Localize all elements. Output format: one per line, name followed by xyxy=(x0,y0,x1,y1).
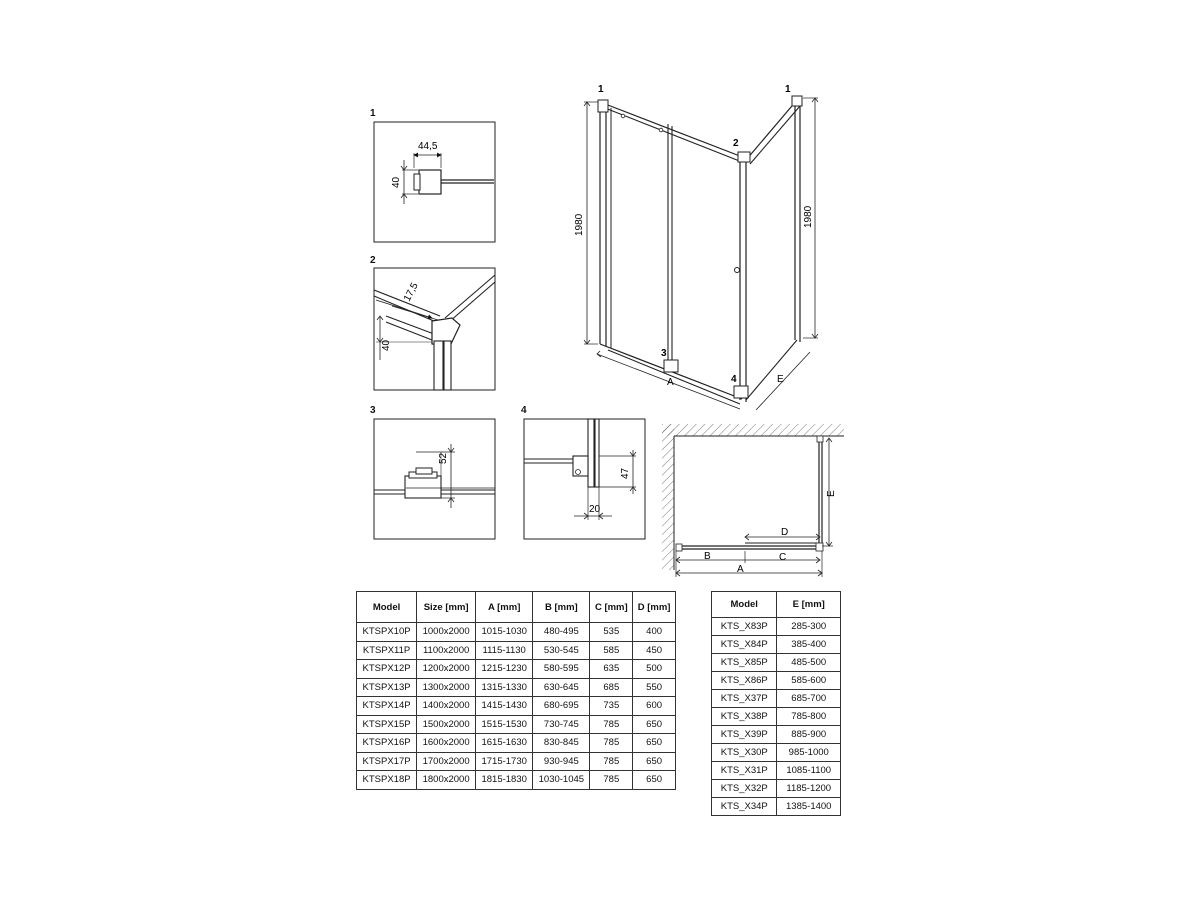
table-cell: 385-400 xyxy=(777,636,841,654)
table-cell: KTS_X84P xyxy=(712,636,777,654)
plan-dim-c: C xyxy=(779,552,787,563)
col-header: Model xyxy=(712,592,777,618)
table-cell: 1515-1530 xyxy=(476,715,533,734)
table-cell: 400 xyxy=(633,623,676,642)
table-row xyxy=(357,697,676,716)
table-cell: KTSPX13P xyxy=(357,678,417,697)
table-cell: 1715-1730 xyxy=(476,752,533,771)
detail-2 xyxy=(374,268,495,390)
col-header: A [mm] xyxy=(476,592,533,623)
table-row xyxy=(357,623,676,642)
table-row xyxy=(357,715,676,734)
detail-1-label: 1 xyxy=(370,108,376,119)
col-header: Model xyxy=(357,592,417,623)
table-cell: 680-695 xyxy=(533,697,590,716)
plan-dim-e: E xyxy=(826,490,837,497)
table-cell: 1215-1230 xyxy=(476,660,533,679)
table-cell: 1115-1130 xyxy=(476,641,533,660)
iso-marker-4: 4 xyxy=(731,374,737,385)
table-cell: 1400x2000 xyxy=(417,697,476,716)
table-cell: 785 xyxy=(590,715,633,734)
table-row xyxy=(712,672,841,690)
table-cell: KTSPX14P xyxy=(357,697,417,716)
table-cell: 735 xyxy=(590,697,633,716)
table-cell: KTS_X83P xyxy=(712,618,777,636)
iso-height-left: 1980 xyxy=(574,213,585,236)
table-cell: 600 xyxy=(633,697,676,716)
table-cell: 1100x2000 xyxy=(417,641,476,660)
table-cell: 1030-1045 xyxy=(533,771,590,790)
table-row xyxy=(712,708,841,726)
models-size-table xyxy=(356,591,676,790)
table-cell: 485-500 xyxy=(777,654,841,672)
table-row xyxy=(712,744,841,762)
table-cell: 785-800 xyxy=(777,708,841,726)
table-cell: 785 xyxy=(590,752,633,771)
table-row xyxy=(357,660,676,679)
table-cell: 630-645 xyxy=(533,678,590,697)
table-row xyxy=(712,798,841,816)
table-cell: KTS_X86P xyxy=(712,672,777,690)
table-cell: 1300x2000 xyxy=(417,678,476,697)
table-cell: 1315-1330 xyxy=(476,678,533,697)
plan-dim-b: B xyxy=(704,551,711,562)
table-cell: KTSPX11P xyxy=(357,641,417,660)
table-cell: 1500x2000 xyxy=(417,715,476,734)
table-row xyxy=(712,618,841,636)
table-row xyxy=(357,678,676,697)
detail-2-width: 17,5 xyxy=(401,281,421,304)
table-cell: 650 xyxy=(633,715,676,734)
table-row xyxy=(357,752,676,771)
plan-dim-a: A xyxy=(737,564,744,575)
table-cell: KTS_X34P xyxy=(712,798,777,816)
table-header-row xyxy=(712,592,841,618)
table-cell: 580-595 xyxy=(533,660,590,679)
table-row xyxy=(712,780,841,798)
detail-4-label: 4 xyxy=(521,405,527,416)
iso-marker-1b: 1 xyxy=(785,84,791,95)
table-cell: 635 xyxy=(590,660,633,679)
detail-3 xyxy=(374,419,495,539)
table-cell: 480-495 xyxy=(533,623,590,642)
iso-height-right: 1980 xyxy=(803,205,814,228)
detail-1-width: 44,5 xyxy=(418,141,438,152)
iso-marker-2: 2 xyxy=(733,138,739,149)
table-cell: 985-1000 xyxy=(777,744,841,762)
table-cell: 1415-1430 xyxy=(476,697,533,716)
table-cell: 1615-1630 xyxy=(476,734,533,753)
table-cell: 1600x2000 xyxy=(417,734,476,753)
table-cell: 1800x2000 xyxy=(417,771,476,790)
table-cell: 1085-1100 xyxy=(777,762,841,780)
table-cell: 785 xyxy=(590,734,633,753)
table-row xyxy=(357,771,676,790)
table-cell: 830-845 xyxy=(533,734,590,753)
table-cell: KTSPX10P xyxy=(357,623,417,642)
table-cell: 1385-1400 xyxy=(777,798,841,816)
col-header: B [mm] xyxy=(533,592,590,623)
table-cell: 1015-1030 xyxy=(476,623,533,642)
table-cell: KTSPX15P xyxy=(357,715,417,734)
iso-marker-3: 3 xyxy=(661,348,667,359)
table-row xyxy=(712,690,841,708)
plan-dim-d: D xyxy=(781,527,789,538)
table-cell: 785 xyxy=(590,771,633,790)
table-cell: KTSPX17P xyxy=(357,752,417,771)
table-cell: KTS_X30P xyxy=(712,744,777,762)
table-cell: 530-545 xyxy=(533,641,590,660)
table-cell: KTS_X39P xyxy=(712,726,777,744)
table-cell: 585 xyxy=(590,641,633,660)
detail-4-height: 47 xyxy=(620,467,631,479)
table-cell: 550 xyxy=(633,678,676,697)
isometric-view xyxy=(584,96,818,410)
table-row xyxy=(712,636,841,654)
table-cell: 730-745 xyxy=(533,715,590,734)
detail-3-height: 52 xyxy=(438,452,449,464)
col-header: E [mm] xyxy=(777,592,841,618)
detail-4-width: 20 xyxy=(589,504,601,515)
detail-1-height: 40 xyxy=(391,176,402,188)
table-cell: 650 xyxy=(633,752,676,771)
table-cell: 1815-1830 xyxy=(476,771,533,790)
col-header: D [mm] xyxy=(633,592,676,623)
table-row xyxy=(712,762,841,780)
table-cell: 650 xyxy=(633,734,676,753)
table-cell: 535 xyxy=(590,623,633,642)
col-header: Size [mm] xyxy=(417,592,476,623)
table-cell: KTSPX18P xyxy=(357,771,417,790)
table-cell: KTS_X38P xyxy=(712,708,777,726)
iso-dim-a: A xyxy=(667,377,674,388)
table-cell: KTSPX12P xyxy=(357,660,417,679)
table-cell: 930-945 xyxy=(533,752,590,771)
table-cell: 650 xyxy=(633,771,676,790)
detail-3-label: 3 xyxy=(370,405,376,416)
table-cell: 450 xyxy=(633,641,676,660)
table-row xyxy=(712,654,841,672)
table-cell: KTS_X32P xyxy=(712,780,777,798)
table-cell: 500 xyxy=(633,660,676,679)
table-row xyxy=(712,726,841,744)
table-cell: 1200x2000 xyxy=(417,660,476,679)
table-cell: 1700x2000 xyxy=(417,752,476,771)
table-cell: 885-900 xyxy=(777,726,841,744)
plan-view xyxy=(662,424,844,577)
detail-2-label: 2 xyxy=(370,255,376,266)
table-cell: KTSPX16P xyxy=(357,734,417,753)
models-e-table xyxy=(711,591,841,816)
iso-marker-1a: 1 xyxy=(598,84,604,95)
table-cell: 1185-1200 xyxy=(777,780,841,798)
table-cell: 1000x2000 xyxy=(417,623,476,642)
table-header-row xyxy=(357,592,676,623)
table-cell: 685-700 xyxy=(777,690,841,708)
table-row xyxy=(357,641,676,660)
table-cell: 285-300 xyxy=(777,618,841,636)
col-header: C [mm] xyxy=(590,592,633,623)
table-cell: KTS_X31P xyxy=(712,762,777,780)
table-cell: KTS_X37P xyxy=(712,690,777,708)
table-cell: KTS_X85P xyxy=(712,654,777,672)
table-row xyxy=(357,734,676,753)
iso-dim-e: E xyxy=(777,374,784,385)
detail-2-height: 40 xyxy=(381,339,392,351)
table-cell: 685 xyxy=(590,678,633,697)
table-cell: 585-600 xyxy=(777,672,841,690)
